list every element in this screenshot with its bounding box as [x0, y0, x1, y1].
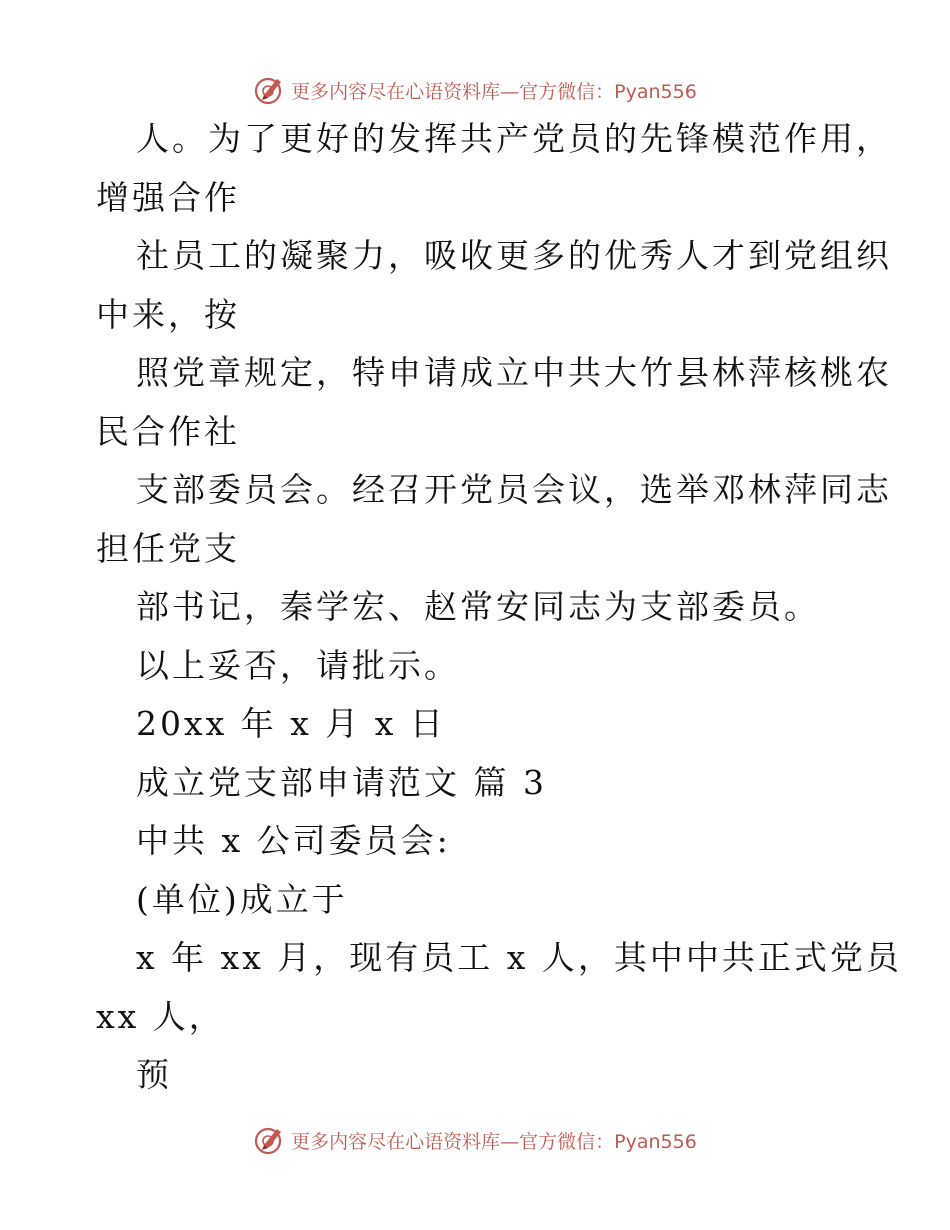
watermark-handle: Pyan556	[614, 1130, 697, 1153]
paragraph-line: 社员工的凝聚力，吸收更多的优秀人才到党组织	[136, 236, 892, 275]
pen-logo-icon	[253, 1124, 285, 1156]
pen-logo-icon	[253, 74, 285, 106]
paragraph-line: xx 人，	[96, 996, 225, 1036]
paragraph-line: x 年 xx 月，现有员工 x 人，其中中共正式党员	[136, 938, 902, 977]
header-watermark	[0, 70, 950, 110]
paragraph-line: 担任党支	[96, 528, 240, 568]
paragraph-line: 中共 x 公司委员会:	[136, 821, 451, 860]
paragraph-line: 以上妥否，请批示。	[136, 645, 460, 685]
watermark-text: 更多内容尽在心语资料库—官方微信：Pyan556	[291, 80, 697, 103]
document-body	[96, 110, 902, 1105]
watermark-handle: Pyan556	[614, 80, 697, 103]
paragraph-line: 增强合作	[96, 177, 240, 217]
paragraph-line: 人。为了更好的发挥共产党员的先锋模范作用，	[136, 119, 892, 158]
paragraph-line: 预	[136, 1055, 172, 1094]
paragraph-line: 部书记，秦学宏、赵常安同志为支部委员。	[136, 587, 820, 626]
paragraph-line: 中来，按	[96, 294, 240, 334]
footer-watermark	[0, 1120, 950, 1160]
paragraph-line: 成立党支部申请范文 篇 3	[136, 762, 547, 802]
paragraph-line: 20xx 年 x 月 x 日	[136, 704, 446, 743]
paragraph-line: 照党章规定，特申请成立中共大竹县林萍核桃农	[136, 353, 892, 392]
watermark-text: 更多内容尽在心语资料库—官方微信：Pyan556	[291, 1130, 697, 1153]
paragraph-line: 支部委员会。经召开党员会议，选举邓林萍同志	[136, 470, 892, 509]
paragraph-line: (单位)成立于	[136, 879, 348, 919]
paragraph-line: 民合作社	[96, 411, 240, 451]
